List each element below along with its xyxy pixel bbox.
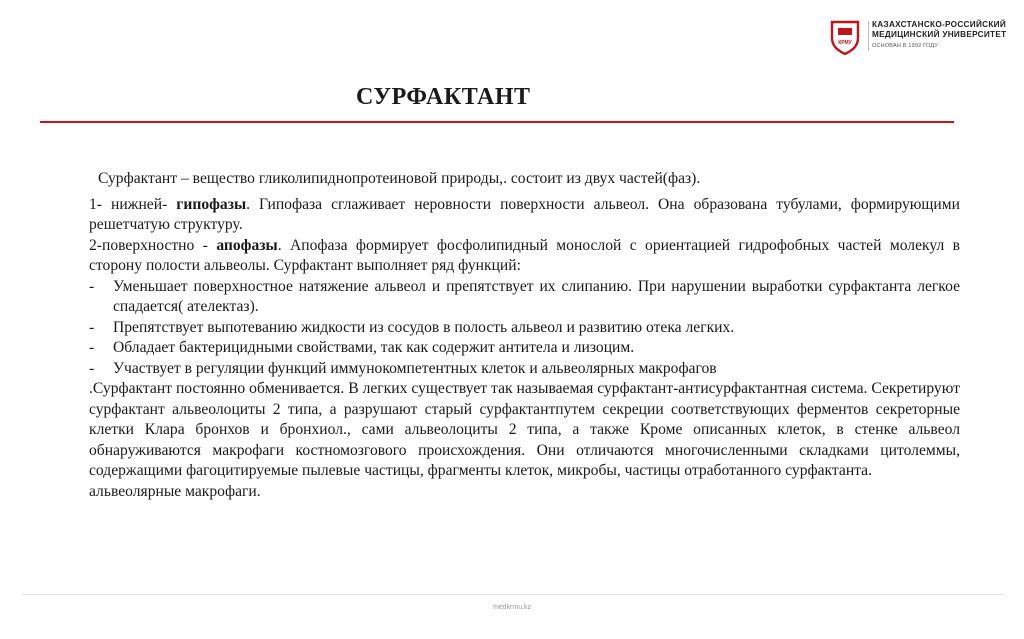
bullet-mark: - [89,359,95,377]
university-logo [829,19,861,55]
phase2-text: . Апофаза формирует фосфолипидный монослой с ориентацией гидрофобных частей молекул в сторону полости альвеолы. Сурфактант выполняет ряд функций: [89,236,960,274]
university-name [872,20,1006,49]
bullet-mark: - [89,339,95,356]
page-title: СУРФАКТАНТ [356,84,531,110]
closing-line: альвеолярные макрофаги. [89,482,261,500]
founded-note: ОСНОВАН В 1992 ГОДУ [872,43,939,49]
slide-body [89,169,960,502]
function-item [89,359,960,380]
header-divider [868,21,869,51]
bullet-mark: - [89,277,95,295]
title-underline [40,121,954,123]
intro-paragraph: Сурфактант – вещество гликолипиднопротеиновой природы,. состоит из двух частей(фаз). [98,170,701,187]
university-name-line2: МЕДИЦИНСКИЙ УНИВЕРСИТЕТ [872,30,1007,39]
function-item [89,338,960,359]
phase1-prefix: 1- нижней- [89,195,177,213]
university-name-line1: КАЗАХСТАНСКО-РОССИЙСКИЙ [872,20,1007,29]
phase1-term: гипофазы [176,195,247,213]
phase2-paragraph [89,236,960,277]
exchange-paragraph: .Сурфактант постоянно обменивается. В легких существует так называемая сурфактант-антисурфактантная система. Секретируют сурфактант альвеолоциты 2 типа, а разрушают старый сурфактантпутем секреции соответствующих ферментов секреторные клетки Клара бронхов и бронхиол., сами альвеолоциты 2 типа, а также Кроме описанных клеток, в стенке альвеол обнаруживаются макрофаги костномозгового происхождения. Они отличаются многочисленными складками цитолеммы, содержащими фагоцитируемые пылевые частицы, фрагменты клеток, микробы, частицы отработанного сурфактанта. [89,380,960,479]
logo-text: КРМУ [838,40,852,46]
phase2-prefix: 2-поверхностно - [89,236,217,254]
footer-url: medkrmu.kz [492,604,532,611]
bullet-mark: - [89,318,95,336]
function-text: Уменьшает поверхностное натяжение альвеол и препятствует их слипанию. При нарушении выработки сурфактанта легкое спадается( ателектаз). [113,277,960,315]
function-text: Участвует в регуляции функций иммунокомпетентных клеток и альвеолярных макрофагов [113,359,717,377]
phase2-term: апофазы [216,236,278,254]
phase1-paragraph [89,195,960,236]
function-text: Препятствует выпотеванию жидкости из сосудов в полость альвеол и развитию отека легких. [113,318,735,336]
footer-divider [22,594,1004,595]
function-item [89,277,960,318]
function-text: Обладает бактерицидными свойствами, так как содержит антитела и лизоцим. [113,339,635,356]
phase1-text: . Гипофаза сглаживает неровности поверхности альвеол. Она образована тубулами, формирующими решетчатую структуру. [89,195,960,233]
function-item [89,318,960,339]
